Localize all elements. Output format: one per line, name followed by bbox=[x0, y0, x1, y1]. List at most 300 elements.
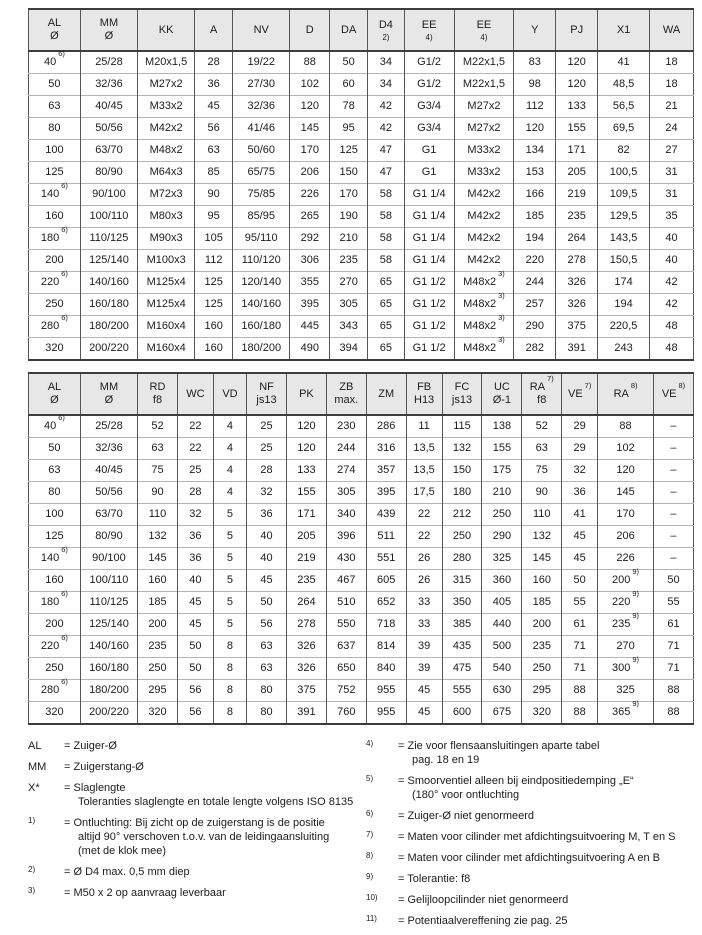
table-cell: 25 bbox=[177, 460, 213, 482]
table-cell: 200$^{9)}$ bbox=[598, 570, 654, 592]
table-cell: M42x2 bbox=[454, 228, 514, 250]
table-cell: 280 bbox=[442, 548, 482, 570]
column-header: WC bbox=[177, 373, 213, 415]
table-2-body bbox=[29, 415, 694, 724]
table-cell: 170 bbox=[598, 504, 654, 526]
table-cell: 36 bbox=[177, 548, 213, 570]
table-cell: 264 bbox=[286, 592, 326, 614]
table-cell: 325 bbox=[598, 680, 654, 702]
table-cell: G1 1/2 bbox=[404, 338, 454, 361]
table-cell: 326 bbox=[556, 294, 598, 316]
table-cell: 185 bbox=[522, 592, 562, 614]
column-header: NV bbox=[233, 9, 290, 51]
table-cell: 71 bbox=[653, 636, 693, 658]
footnote-term: 2) bbox=[28, 865, 36, 874]
table-cell: 88 bbox=[562, 702, 598, 725]
table-cell: 132 bbox=[522, 526, 562, 548]
table-cell: 405 bbox=[482, 592, 522, 614]
table-cell: G1/2 bbox=[404, 51, 454, 74]
table-cell: 105 bbox=[195, 228, 233, 250]
table-cell: 320 bbox=[29, 702, 81, 725]
table-cell: 80 bbox=[29, 482, 81, 504]
table-row bbox=[29, 294, 694, 316]
table-cell: 60 bbox=[330, 74, 368, 96]
table-cell: 250 bbox=[442, 526, 482, 548]
table-cell: 24 bbox=[650, 118, 694, 140]
table-cell: 395 bbox=[290, 294, 330, 316]
table-cell: 63 bbox=[29, 96, 81, 118]
table-row bbox=[29, 658, 694, 680]
table-cell: 18 bbox=[650, 74, 694, 96]
table-cell: M22x1,5 bbox=[454, 74, 514, 96]
table-cell: 56,5 bbox=[598, 96, 650, 118]
table-cell: 129,5 bbox=[598, 206, 650, 228]
table-cell: 90 bbox=[522, 482, 562, 504]
table-cell: 145 bbox=[138, 548, 178, 570]
table-cell: 65 bbox=[368, 272, 405, 294]
table-cell: 25 bbox=[247, 438, 287, 460]
table-cell: 29 bbox=[562, 415, 598, 438]
footnotes-left-column bbox=[28, 739, 366, 935]
table-cell: 102 bbox=[598, 438, 654, 460]
table-cell: 80/90 bbox=[80, 526, 137, 548]
table-cell: 200 bbox=[29, 614, 81, 636]
footnote-term: 5) bbox=[366, 774, 374, 783]
footnote-text: = Maten voor cilinder met afdichtingsuitvoering A en B bbox=[398, 852, 661, 864]
table-cell: 19/22 bbox=[233, 51, 290, 74]
table-cell: 357 bbox=[366, 460, 406, 482]
table-cell: 540 bbox=[482, 658, 522, 680]
table-cell: 305 bbox=[326, 482, 366, 504]
footnote-term: 8) bbox=[366, 851, 374, 860]
table-cell: 41 bbox=[562, 504, 598, 526]
table-cell: 153 bbox=[514, 162, 556, 184]
table-cell: 45 bbox=[177, 614, 213, 636]
table-cell: 42 bbox=[650, 294, 694, 316]
table-cell: 120 bbox=[286, 438, 326, 460]
table-cell: 160/180 bbox=[233, 316, 290, 338]
table-cell: 264 bbox=[556, 228, 598, 250]
table-cell: 58 bbox=[368, 250, 405, 272]
table-cell: 194 bbox=[598, 294, 650, 316]
table-cell: 315 bbox=[442, 570, 482, 592]
table-cell: 134 bbox=[514, 140, 556, 162]
table-cell: 56 bbox=[177, 702, 213, 725]
table-cell: 365$^{9)}$ bbox=[598, 702, 654, 725]
table-cell: 100/110 bbox=[80, 570, 137, 592]
table-cell: 95 bbox=[195, 206, 233, 228]
table-cell: 32 bbox=[247, 482, 287, 504]
table-cell: 120/140 bbox=[233, 272, 290, 294]
table-cell: 343 bbox=[330, 316, 368, 338]
table-cell: 675 bbox=[482, 702, 522, 725]
table-cell: 75 bbox=[522, 460, 562, 482]
table-cell: 160/180 bbox=[80, 658, 137, 680]
table-cell: 140/160 bbox=[80, 272, 137, 294]
table-cell: 88 bbox=[562, 680, 598, 702]
table-cell: 326 bbox=[556, 272, 598, 294]
footnote-term: 1) bbox=[28, 816, 36, 825]
table-cell: M48x2 bbox=[138, 140, 195, 162]
table-cell: 150 bbox=[442, 460, 482, 482]
table-cell: 637 bbox=[326, 636, 366, 658]
table-cell: 274 bbox=[326, 460, 366, 482]
table-cell: 316 bbox=[366, 438, 406, 460]
footnote-item bbox=[366, 830, 694, 844]
table-cell: 47 bbox=[368, 140, 405, 162]
table-cell: 220$^{6)}$ bbox=[29, 636, 81, 658]
column-header: VE$^{7)}$ bbox=[562, 373, 598, 415]
table-cell: 143,5 bbox=[598, 228, 650, 250]
table-cell: 110/125 bbox=[80, 228, 137, 250]
table-cell: 500 bbox=[482, 636, 522, 658]
table-row bbox=[29, 614, 694, 636]
table-cell: G1 1/2 bbox=[404, 294, 454, 316]
table-cell: M27x2 bbox=[138, 74, 195, 96]
table-cell: M33x2 bbox=[454, 162, 514, 184]
table-cell: 132 bbox=[442, 438, 482, 460]
table-cell: 200/220 bbox=[80, 338, 137, 361]
table-cell: 36 bbox=[247, 504, 287, 526]
table-cell: 63 bbox=[247, 636, 287, 658]
table-cell: 71 bbox=[562, 658, 598, 680]
table-cell: 100,5 bbox=[598, 162, 650, 184]
footnote-item bbox=[28, 760, 366, 774]
table-cell: 244 bbox=[514, 272, 556, 294]
table-cell: 90/100 bbox=[80, 184, 137, 206]
footnote-term: 7) bbox=[366, 830, 374, 839]
table-cell: 490 bbox=[290, 338, 330, 361]
table-cell: 5 bbox=[213, 504, 246, 526]
table-cell: 206 bbox=[290, 162, 330, 184]
column-header: RD f8 bbox=[138, 373, 178, 415]
table-cell: 133 bbox=[556, 96, 598, 118]
table-cell: 50 bbox=[177, 658, 213, 680]
table-cell: 226 bbox=[598, 548, 654, 570]
table-cell: 63/70 bbox=[80, 140, 137, 162]
table-cell: 85 bbox=[195, 162, 233, 184]
table-cell: 36 bbox=[177, 526, 213, 548]
table-cell: 82 bbox=[598, 140, 650, 162]
table-cell: 752 bbox=[326, 680, 366, 702]
table-cell: 200 bbox=[522, 614, 562, 636]
table-row bbox=[29, 636, 694, 658]
table-cell: 760 bbox=[326, 702, 366, 725]
table-cell: 50 bbox=[29, 74, 81, 96]
table-cell: 40$^{6)}$ bbox=[43, 413, 65, 432]
table-cell: 320 bbox=[522, 702, 562, 725]
table-cell: 5 bbox=[213, 614, 246, 636]
column-header: A bbox=[195, 9, 233, 51]
table-cell: 50 bbox=[29, 438, 81, 460]
table-cell: 100/110 bbox=[80, 206, 137, 228]
column-header: X1 bbox=[598, 9, 650, 51]
column-header: VD bbox=[213, 373, 246, 415]
table-cell: 109,5 bbox=[598, 184, 650, 206]
table-row bbox=[29, 592, 694, 614]
table-cell: 120 bbox=[556, 74, 598, 96]
table-cell: 34 bbox=[368, 74, 405, 96]
table-cell: 58 bbox=[368, 206, 405, 228]
table-cell: 220,5 bbox=[598, 316, 650, 338]
table-cell: 22 bbox=[406, 526, 442, 548]
footnote-item bbox=[366, 809, 694, 823]
column-header: EE 4) bbox=[404, 9, 454, 51]
table-cell: M125x4 bbox=[138, 294, 195, 316]
column-header: Y bbox=[514, 9, 556, 51]
table-cell: G1 1/4 bbox=[404, 250, 454, 272]
table-cell: 180/200 bbox=[80, 680, 137, 702]
footnote-term: 11) bbox=[366, 914, 377, 923]
footnote-term: X* bbox=[28, 782, 40, 794]
footnote-item bbox=[366, 774, 694, 802]
table-cell: 170 bbox=[330, 184, 368, 206]
table-cell: 47 bbox=[368, 162, 405, 184]
table-row bbox=[29, 460, 694, 482]
footnote-item bbox=[28, 781, 366, 809]
table-cell: M33x2 bbox=[138, 96, 195, 118]
table-cell: G3/4 bbox=[404, 118, 454, 140]
column-header: PJ bbox=[556, 9, 598, 51]
table-cell: 278 bbox=[286, 614, 326, 636]
table-cell: – bbox=[653, 415, 693, 438]
table-cell: 11 bbox=[406, 415, 442, 438]
table-cell: 160 bbox=[522, 570, 562, 592]
footnote-term: 6) bbox=[366, 809, 374, 818]
table-cell: 22 bbox=[177, 438, 213, 460]
column-header: ZB max. bbox=[326, 373, 366, 415]
table-row bbox=[29, 504, 694, 526]
table-cell: 718 bbox=[366, 614, 406, 636]
footnote-term: 4) bbox=[366, 739, 374, 748]
table-cell: 814 bbox=[366, 636, 406, 658]
table-cell: 83 bbox=[514, 51, 556, 74]
table-cell: 26 bbox=[406, 548, 442, 570]
table-cell: 13,5 bbox=[406, 460, 442, 482]
table-cell: 29 bbox=[562, 438, 598, 460]
footnote-item bbox=[28, 739, 366, 753]
table-cell: 45 bbox=[406, 680, 442, 702]
table-cell: 219 bbox=[286, 548, 326, 570]
table-cell: 88 bbox=[598, 415, 654, 438]
table-cell: 439 bbox=[366, 504, 406, 526]
table-cell: 190 bbox=[330, 206, 368, 228]
table-row bbox=[29, 482, 694, 504]
table-cell: 32/36 bbox=[80, 438, 137, 460]
table-cell: 200/220 bbox=[80, 702, 137, 725]
table-cell: G1/2 bbox=[404, 74, 454, 96]
column-header: D bbox=[290, 9, 330, 51]
table-cell: M48x2$^{3)}$ bbox=[454, 272, 514, 294]
table-row bbox=[29, 96, 694, 118]
table-cell: 166 bbox=[514, 184, 556, 206]
table-cell: 180$^{6)}$ bbox=[29, 592, 81, 614]
table-cell: 270 bbox=[330, 272, 368, 294]
table-cell: 630 bbox=[482, 680, 522, 702]
table-cell: 112 bbox=[195, 250, 233, 272]
table-cell: 61 bbox=[653, 614, 693, 636]
table-cell: 50 bbox=[562, 570, 598, 592]
table-row bbox=[29, 438, 694, 460]
column-header: NF js13 bbox=[247, 373, 287, 415]
table-cell: 160 bbox=[29, 570, 81, 592]
table-cell: 235 bbox=[330, 250, 368, 272]
table-cell: 394 bbox=[330, 338, 368, 361]
column-header: RA$^{8)}$ bbox=[598, 373, 654, 415]
footnote-item bbox=[366, 872, 694, 886]
table-cell: 63 bbox=[522, 438, 562, 460]
table-cell: 8 bbox=[213, 636, 246, 658]
table-cell: 125/140 bbox=[80, 614, 137, 636]
table-cell: 21 bbox=[650, 96, 694, 118]
table-cell: 45 bbox=[406, 702, 442, 725]
table-cell: 391 bbox=[286, 702, 326, 725]
table-cell: 120 bbox=[290, 96, 330, 118]
table-cell: 306 bbox=[290, 250, 330, 272]
column-header: EE 4) bbox=[454, 9, 514, 51]
table-cell: 4 bbox=[213, 460, 246, 482]
column-header: RA$^{7)}$ f8 bbox=[522, 373, 562, 415]
table-cell: 75/85 bbox=[233, 184, 290, 206]
table-cell: 282 bbox=[514, 338, 556, 361]
table-cell: 69,5 bbox=[598, 118, 650, 140]
table-cell: 48 bbox=[650, 338, 694, 361]
table-cell: 235 bbox=[286, 570, 326, 592]
table-cell: M48x2$^{3)}$ bbox=[454, 338, 514, 361]
table-cell: 63 bbox=[138, 438, 178, 460]
table-cell: 396 bbox=[326, 526, 366, 548]
table-cell: 467 bbox=[326, 570, 366, 592]
table-cell: 48 bbox=[650, 316, 694, 338]
table-cell: 120 bbox=[286, 415, 326, 438]
table-cell: M42x2 bbox=[138, 118, 195, 140]
column-header: KK bbox=[138, 9, 195, 51]
table-cell: 4 bbox=[213, 415, 246, 438]
table-cell: 95/110 bbox=[233, 228, 290, 250]
table-cell: M42x2 bbox=[454, 206, 514, 228]
table-cell: M160x4 bbox=[138, 338, 195, 361]
table-cell: 290 bbox=[514, 316, 556, 338]
table-cell: 22 bbox=[406, 504, 442, 526]
table-cell: 17,5 bbox=[406, 482, 442, 504]
column-header: FB H13 bbox=[406, 373, 442, 415]
table-cell: 80 bbox=[247, 680, 287, 702]
table-row bbox=[29, 206, 694, 228]
table-cell: 22 bbox=[177, 415, 213, 438]
table-cell: 56 bbox=[195, 118, 233, 140]
table-cell: 280$^{6)}$ bbox=[29, 316, 81, 338]
table-row bbox=[29, 228, 694, 250]
dimensions-table-1 bbox=[28, 8, 694, 361]
table-cell: 265 bbox=[290, 206, 330, 228]
table-cell: 955 bbox=[366, 702, 406, 725]
table-cell: M64x3 bbox=[138, 162, 195, 184]
footnote-text: = Zuiger-Ø niet genormeerd bbox=[398, 810, 535, 822]
table-cell: 75 bbox=[138, 460, 178, 482]
table-cell: 45 bbox=[247, 570, 287, 592]
table-cell: 120 bbox=[556, 51, 598, 74]
table-cell: 210 bbox=[482, 482, 522, 504]
table-cell: 652 bbox=[366, 592, 406, 614]
table-cell: 4 bbox=[213, 438, 246, 460]
table-cell: 5 bbox=[213, 526, 246, 548]
table-cell: 36 bbox=[195, 74, 233, 96]
table-cell: 78 bbox=[330, 96, 368, 118]
table-cell: G1 1/4 bbox=[404, 228, 454, 250]
table-cell: 125 bbox=[29, 162, 81, 184]
table-cell: 8 bbox=[213, 658, 246, 680]
table-cell: 212 bbox=[442, 504, 482, 526]
footnotes-right-column bbox=[366, 739, 694, 935]
footnote-text: = Gelijloopcilinder niet genormeerd bbox=[398, 894, 569, 906]
table-cell: 175 bbox=[482, 460, 522, 482]
column-header: D4 2) bbox=[368, 9, 405, 51]
table-cell: M160x4 bbox=[138, 316, 195, 338]
table-cell: 26 bbox=[406, 570, 442, 592]
table-row bbox=[29, 140, 694, 162]
table-row bbox=[29, 250, 694, 272]
table-cell: 391 bbox=[556, 338, 598, 361]
table-cell: 25/28 bbox=[80, 415, 137, 438]
footnote-text: = Zuigerstang-Ø bbox=[64, 761, 144, 773]
table-cell: 63 bbox=[247, 658, 287, 680]
table-cell: 80/90 bbox=[80, 162, 137, 184]
table-cell: G3/4 bbox=[404, 96, 454, 118]
footnote-term: 9) bbox=[366, 872, 374, 881]
table-cell: 350 bbox=[442, 592, 482, 614]
table-cell: 32/36 bbox=[80, 74, 137, 96]
table-cell: – bbox=[653, 482, 693, 504]
table-cell: 56 bbox=[177, 680, 213, 702]
table-cell: 39 bbox=[406, 636, 442, 658]
table-cell: 33 bbox=[406, 592, 442, 614]
table-row bbox=[29, 184, 694, 206]
table-1-body bbox=[29, 51, 694, 360]
table-cell: 31 bbox=[650, 184, 694, 206]
table-row bbox=[29, 51, 694, 74]
table-cell: 42 bbox=[368, 118, 405, 140]
dimensions-table-2 bbox=[28, 372, 694, 725]
table-cell: 102 bbox=[290, 74, 330, 96]
table-cell: 355 bbox=[290, 272, 330, 294]
table-cell: 185 bbox=[138, 592, 178, 614]
footnote-item bbox=[28, 816, 366, 858]
table-cell: M80x3 bbox=[138, 206, 195, 228]
table-cell: 65/75 bbox=[233, 162, 290, 184]
table-cell: 125 bbox=[330, 140, 368, 162]
footnote-text: = Ontluchting: Bij zicht op de zuigerstang is de positie altijd 90° verschoven t.o.v. van de leidingaansluiting (met de klok mee) bbox=[64, 817, 330, 857]
table-cell: 100 bbox=[29, 504, 81, 526]
table-cell: G1 bbox=[404, 162, 454, 184]
table-cell: 475 bbox=[442, 658, 482, 680]
table-cell: 65 bbox=[368, 316, 405, 338]
table-cell: 40 bbox=[177, 570, 213, 592]
table-2-header bbox=[29, 373, 694, 415]
table-cell: 133 bbox=[286, 460, 326, 482]
table-cell: 25/28 bbox=[80, 51, 137, 74]
table-cell: 55 bbox=[562, 592, 598, 614]
table-cell: G1 1/2 bbox=[404, 272, 454, 294]
table-cell: 220$^{6)}$ bbox=[29, 272, 81, 294]
table-cell: 174 bbox=[598, 272, 650, 294]
table-cell: 132 bbox=[138, 526, 178, 548]
table-cell: 160 bbox=[138, 570, 178, 592]
table-cell: 40/45 bbox=[80, 96, 137, 118]
table-cell: G1 1/4 bbox=[404, 184, 454, 206]
table-cell: 50/56 bbox=[80, 482, 137, 504]
footnote-item bbox=[28, 865, 366, 879]
footnote-text: = Tolerantie: f8 bbox=[398, 873, 471, 885]
